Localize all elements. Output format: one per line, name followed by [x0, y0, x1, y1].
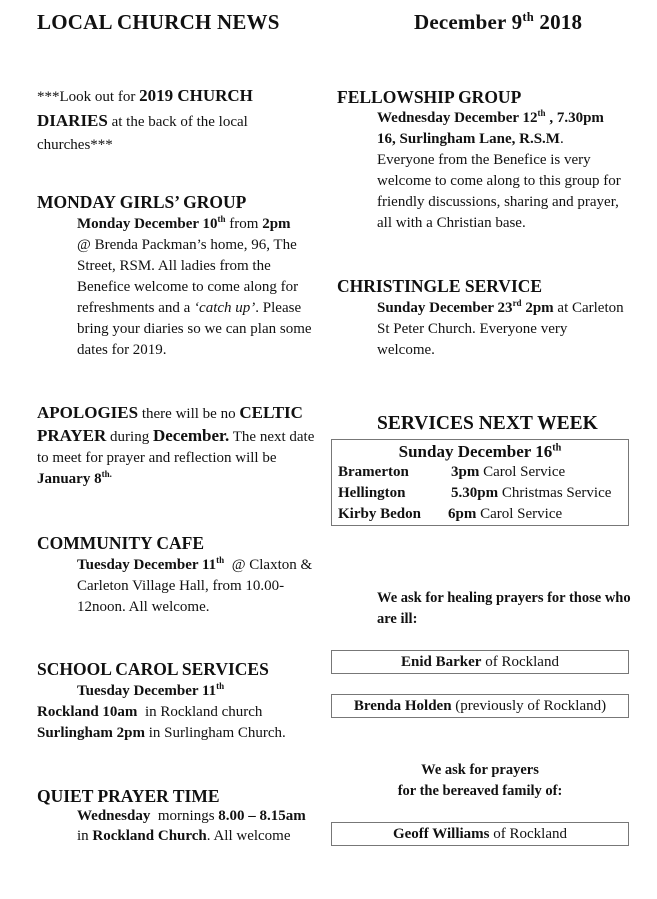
service-row — [332, 462, 628, 483]
prayer-text: of Rockland — [489, 826, 567, 842]
notice-text: at the back of the local churches*** — [37, 114, 248, 153]
school-carol-line — [37, 702, 262, 723]
notice-bold: 2019 CHURCH DIARIES — [37, 86, 253, 130]
date-year: 2018 — [533, 10, 583, 34]
christingle-heading: CHRISTINGLE SERVICE — [337, 276, 543, 296]
prayer-name: Enid Barker — [401, 654, 482, 670]
event-time: 2pm — [262, 216, 291, 232]
notice-text: The next date to meet for prayer and reflection will be — [37, 429, 315, 466]
service-type: Carol Service — [476, 506, 563, 522]
healing-name-box — [331, 694, 629, 718]
event-text: Everyone from the Benefice is very welcome to come along to this group for friendly discussions, sharing and prayer, all with a Christian base. — [377, 152, 621, 231]
healing-name-box — [331, 650, 629, 674]
date-suffix: th — [537, 108, 546, 118]
notice-text: there will be no — [138, 406, 240, 422]
monday-girls-heading: MONDAY GIRLS’ GROUP — [37, 192, 247, 212]
quiet-prayer-line — [77, 826, 291, 847]
service-type: Carol Service — [479, 464, 566, 480]
services-heading: SERVICES NEXT WEEK — [377, 413, 598, 434]
event-date: Tuesday December 11 — [77, 683, 217, 699]
notice-text: during — [106, 429, 153, 445]
date-suffix: th — [217, 214, 226, 224]
community-cafe-body — [77, 555, 317, 618]
carol-place: Surlingham 2pm — [37, 725, 145, 741]
event-day: Wednesday — [77, 808, 151, 824]
service-place: Hellington — [338, 485, 406, 501]
community-cafe-heading: COMMUNITY CAFE — [37, 533, 205, 553]
carol-text: in Surlingham Church. — [144, 725, 286, 741]
event-text: mornings — [150, 808, 219, 824]
service-time: 5.30pm — [451, 485, 499, 501]
event-text: in — [77, 828, 93, 844]
date-text: December 9 — [414, 10, 523, 34]
event-date: Monday December 10 — [77, 216, 218, 232]
quiet-prayer-heading: QUIET PRAYER TIME — [37, 786, 220, 806]
event-time: , 7.30pm — [545, 110, 604, 126]
event-date: Sunday December 23 — [377, 300, 513, 316]
service-type: Christmas Service — [498, 485, 612, 501]
event-text: . — [559, 131, 564, 147]
bereaved-intro-line: We ask for prayers — [421, 762, 539, 778]
event-date: Tuesday December 11 — [77, 557, 217, 573]
christingle-body — [377, 298, 627, 361]
event-text: from — [225, 216, 263, 232]
carol-text: in Rockland church — [137, 704, 263, 720]
date-suffix: th — [552, 442, 562, 454]
event-italic: ‘catch up’ — [194, 300, 256, 316]
date-suffix: th — [216, 555, 225, 565]
carol-place: Rockland 10am — [37, 704, 138, 720]
notice-bold: CELTIC PRAYER — [37, 403, 303, 445]
school-carol-line — [37, 723, 286, 744]
event-address: 16, Surlingham Lane, R.S.M — [377, 131, 560, 147]
notice-text: ***Look out for — [37, 89, 140, 105]
service-time: 6pm — [448, 506, 477, 522]
event-date: Wednesday December 12 — [377, 110, 538, 126]
service-time: 3pm — [451, 464, 480, 480]
newsletter-title: LOCAL CHURCH NEWS — [37, 10, 280, 34]
service-place: Bramerton — [338, 464, 409, 480]
event-place: Rockland Church — [92, 828, 207, 844]
school-carol-heading: SCHOOL CAROL SERVICES — [37, 659, 269, 679]
event-time: 8.00 – 8.15am — [218, 808, 306, 824]
event-text: @ Brenda Packman’s home, 96, The Street, RSM. All ladies from the Benefice welcome to come along for refreshments and a — [77, 237, 299, 316]
service-row — [332, 504, 628, 525]
bereaved-name-box — [331, 822, 629, 846]
school-carol-date — [77, 681, 224, 702]
date-suffix: th — [522, 10, 534, 24]
healing-intro: We ask for healing prayers for those who are ill: — [377, 590, 631, 627]
notice-bold: December. — [152, 426, 230, 445]
prayer-name: Geoff Williams — [392, 826, 490, 842]
event-time: 2pm — [521, 300, 554, 316]
quiet-prayer-line — [77, 806, 306, 827]
services-box — [331, 439, 629, 526]
service-place: Kirby Bedon — [338, 506, 421, 522]
prayer-name: Brenda Holden — [353, 698, 452, 714]
date-suffix: th. — [101, 469, 112, 479]
fellowship-body — [377, 108, 637, 234]
diaries-notice — [37, 84, 277, 157]
date-suffix: th — [216, 681, 225, 691]
bereaved-intro-line: for the bereaved family of: — [397, 783, 563, 799]
date-suffix: rd — [512, 298, 522, 308]
prayer-text: of Rockland — [481, 654, 559, 670]
event-text: at Carleton St Peter Church. Everyone very welcome. — [377, 300, 624, 358]
services-date-text: Sunday December 16 — [398, 442, 553, 461]
fellowship-heading: FELLOWSHIP GROUP — [337, 87, 522, 107]
service-row — [332, 483, 628, 504]
notice-bold: APOLOGIES — [37, 403, 139, 422]
event-text: @ Claxton & Carleton Village Hall, from 10.00-12noon. All welcome. — [77, 557, 316, 615]
prayer-text: (previously of Rockland) — [451, 698, 607, 714]
event-text: . Please bring your diaries so we can plan some dates for 2019. — [77, 300, 312, 358]
notice-bold: January 8 — [37, 471, 102, 487]
newsletter-date — [414, 10, 582, 35]
apologies-notice — [37, 402, 322, 490]
event-text: . All welcome — [206, 828, 291, 844]
services-date — [332, 442, 628, 462]
monday-girls-body — [77, 214, 327, 361]
bereaved-intro — [331, 760, 629, 802]
